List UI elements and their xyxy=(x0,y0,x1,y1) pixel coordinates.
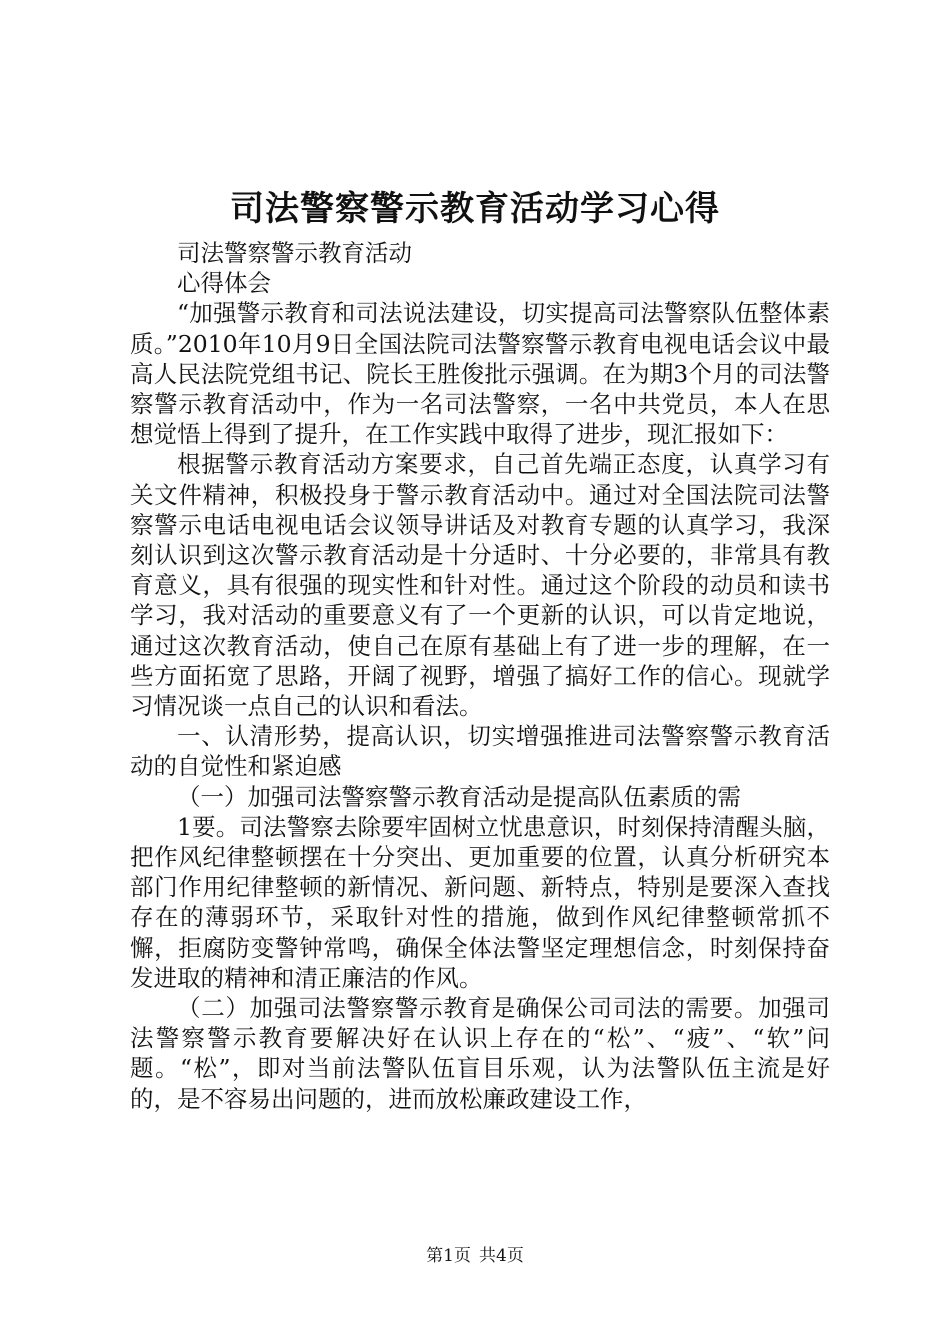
paragraph-subsection-1-body: 1要。司法警察去除要牢固树立忧患意识，时刻保持清醒头脑，把作风纪律整顿摆在十分突出、更加重要的位置，认真分析研究本部门作用纪律整顿的新情况、新问题、新特点，特别是要深入查找存在的薄弱环节，采取针对性的措施，做到作风纪律整顿常抓不懈，拒腐防变警钟常鸣，确保全体法警坚定理想信念，时刻保持奋发进取的精神和清正廉洁的作风。 xyxy=(130,812,830,992)
paragraph-subsection-2: （二）加强司法警察警示教育是确保公司司法的需要。加强司法警察警示教育要解决好在认识上存在的“松”、“疲”、“软”问题。“松”，即对当前法警队伍盲目乐观，认为法警队伍主流是好的，是不容易出问题的，进而放松廉政建设工作， xyxy=(130,994,830,1113)
page-total: 共4页 xyxy=(479,1246,524,1266)
paragraph-subtitle-1: 司法警察警示教育活动 xyxy=(177,239,412,267)
paragraph-intro: “加强警示教育和司法说法建设，切实提高司法警察队伍整体素质。”2010年10月9日全国法院司法警察警示教育电视电话会议中最高人民法院党组书记、院长王胜俊批示强调。在为期3个月的司法警察警示教育活动中，作为一名司法警察，一名中共党员，本人在思想觉悟上得到了提升，在工作实践中取得了进步，现汇报如下： xyxy=(130,299,830,449)
document-title: 司法警察警示教育活动学习心得 xyxy=(230,189,720,229)
page-footer xyxy=(0,1244,950,1268)
paragraph-study: 根据警示教育活动方案要求，自己首先端正态度，认真学习有关文件精神，积极投身于警示教育活动中。通过对全国法院司法警察警示电话电视电话会议领导讲话及对教育专题的认真学习，我深刻认识到这次警示教育活动是十分适时、十分必要的，非常具有教育意义，具有很强的现实性和针对性。通过这个阶段的动员和读书学习，我对活动的重要意义有了一个更新的认识，可以肯定地说，通过这次教育活动，使自己在原有基础上有了进一步的理解，在一些方面拓宽了思路，开阔了视野，增强了搞好工作的信心。现就学习情况谈一点自己的认识和看法。 xyxy=(130,450,830,721)
paragraph-subsection-1-heading: （一）加强司法警察警示教育活动是提高队伍素质的需 xyxy=(177,782,741,811)
page-number: 第1页 xyxy=(426,1246,471,1266)
paragraph-subtitle-2: 心得体会 xyxy=(177,269,271,298)
document-body xyxy=(130,238,830,1114)
paragraph-section-heading: 一、认清形势，提高认识，切实增强推进司法警察警示教育活动的自觉性和紧迫感 xyxy=(130,722,830,781)
